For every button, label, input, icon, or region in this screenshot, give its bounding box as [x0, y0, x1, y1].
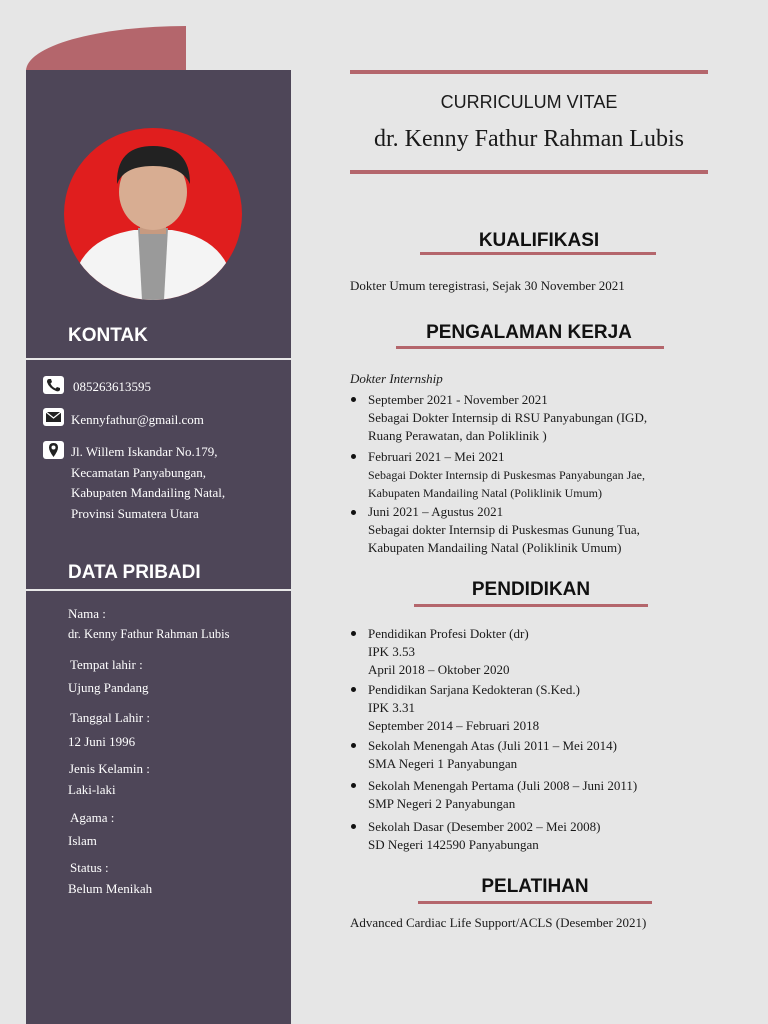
bullet	[351, 783, 356, 788]
personal-label-nama: Nama :	[68, 606, 106, 621]
experience-desc: Sebagai Dokter Internsip di Puskesmas Panyabungan Jae,	[368, 468, 645, 482]
experience-desc: Kabupaten Mandailing Natal (Poliklinik Umum)	[368, 486, 602, 500]
education-item	[368, 681, 580, 735]
sidebar-top-tab	[26, 26, 186, 71]
bullet	[351, 397, 356, 402]
address-line: Kabupaten Mandailing Natal,	[71, 485, 226, 500]
bullet	[351, 510, 356, 515]
experience-desc: Sebagai dokter Internsip di Puskesmas Gunung Tua,	[368, 522, 640, 537]
personal-value-jenis-kelamin: Laki-laki	[68, 782, 116, 797]
personal-label-status: Status :	[70, 860, 109, 875]
email-address: Kennyfathur@gmail.com	[71, 412, 204, 427]
education-detail: IPK 3.31	[368, 700, 415, 715]
personal-value-agama: Islam	[68, 833, 97, 848]
pendidikan-heading: PENDIDIKAN	[471, 579, 591, 600]
education-detail: SMA Negeri 1 Panyabungan	[368, 756, 518, 771]
header-bottom-rule	[350, 170, 708, 174]
header-top-rule	[350, 70, 708, 74]
experience-item	[368, 503, 640, 557]
mail-icon	[43, 408, 64, 426]
bullet	[351, 631, 356, 636]
kontak-heading: KONTAK	[68, 325, 148, 346]
personal-label-tanggal-lahir: Tanggal Lahir :	[70, 710, 150, 725]
experience-period: Februari 2021 – Mei 2021	[368, 449, 505, 464]
pengalaman-rule	[396, 346, 664, 349]
personal-label-agama: Agama :	[70, 810, 115, 825]
kontak-divider	[26, 358, 291, 360]
education-detail: SD Negeri 142590 Panyabungan	[368, 837, 539, 852]
phone-icon	[43, 376, 64, 394]
address-line: Provinsi Sumatera Utara	[71, 505, 199, 521]
education-item	[368, 777, 637, 813]
kualifikasi-rule	[420, 252, 656, 255]
experience-desc: Kabupaten Mandailing Natal (Poliklinik Umum)	[368, 540, 622, 555]
education-title: Pendidikan Sarjana Kedokteran (S.Ked.)	[368, 682, 580, 697]
phone-number: 085263613595	[73, 379, 151, 394]
location-pin-icon	[43, 441, 64, 459]
pelatihan-text: Advanced Cardiac Life Support/ACLS (Desember 2021)	[350, 915, 647, 930]
doc-title: CURRICULUM VITAE	[440, 92, 618, 112]
data-pribadi-heading: DATA PRIBADI	[68, 562, 201, 583]
address-line: Kecamatan Panyabungan,	[71, 464, 207, 480]
experience-period: Juni 2021 – Agustus 2021	[368, 504, 504, 519]
kualifikasi-heading: KUALIFIKASI	[478, 230, 600, 251]
personal-value-tempat-lahir: Ujung Pandang	[68, 680, 149, 695]
bullet	[351, 824, 356, 829]
person-name: dr. Kenny Fathur Rahman Lubis	[374, 126, 684, 152]
bullet	[351, 454, 356, 459]
pengalaman-heading: PENGALAMAN KERJA	[426, 322, 632, 343]
education-title: Pendidikan Profesi Dokter (dr)	[368, 626, 529, 641]
pendidikan-rule	[414, 604, 648, 607]
education-title: Sekolah Menengah Pertama (Juli 2008 – Juni 2011)	[368, 778, 638, 793]
experience-desc: Sebagai Dokter Internsip di RSU Panyabungan (IGD,	[368, 410, 648, 425]
education-item	[368, 818, 601, 854]
experience-period: September 2021 - November 2021	[368, 392, 548, 407]
education-title: Sekolah Dasar (Desember 2002 – Mei 2008)	[368, 819, 601, 834]
personal-label-tempat-lahir: Tempat lahir :	[70, 657, 143, 672]
education-detail: April 2018 – Oktober 2020	[368, 662, 510, 677]
education-detail: September 2014 – Februari 2018	[368, 718, 540, 733]
education-item	[368, 737, 617, 773]
personal-label-jenis-kelamin: Jenis Kelamin :	[69, 761, 150, 776]
bullet	[351, 687, 356, 692]
education-detail: SMP Negeri 2 Panyabungan	[368, 796, 516, 811]
pengalaman-subtitle: Dokter Internship	[350, 371, 443, 386]
data-pribadi-divider	[26, 589, 291, 591]
education-detail: IPK 3.53	[368, 644, 415, 659]
kualifikasi-text: Dokter Umum teregistrasi, Sejak 30 November 2021	[350, 278, 625, 293]
experience-desc: Ruang Perawatan, dan Poliklinik )	[368, 428, 547, 443]
education-title: Sekolah Menengah Atas (Juli 2011 – Mei 2014)	[368, 738, 618, 753]
profile-photo	[64, 128, 242, 300]
personal-value-tanggal-lahir: 12 Juni 1996	[68, 734, 136, 749]
bullet	[351, 743, 356, 748]
personal-value-status: Belum Menikah	[68, 881, 153, 896]
address-block	[71, 442, 225, 524]
experience-item	[368, 391, 647, 445]
experience-item	[368, 448, 645, 502]
education-item	[368, 625, 529, 679]
pelatihan-heading: PELATIHAN	[481, 876, 589, 897]
pelatihan-rule	[418, 901, 652, 904]
personal-value-nama: dr. Kenny Fathur Rahman Lubis	[68, 627, 230, 641]
address-line: Jl. Willem Iskandar No.179,	[71, 444, 218, 459]
